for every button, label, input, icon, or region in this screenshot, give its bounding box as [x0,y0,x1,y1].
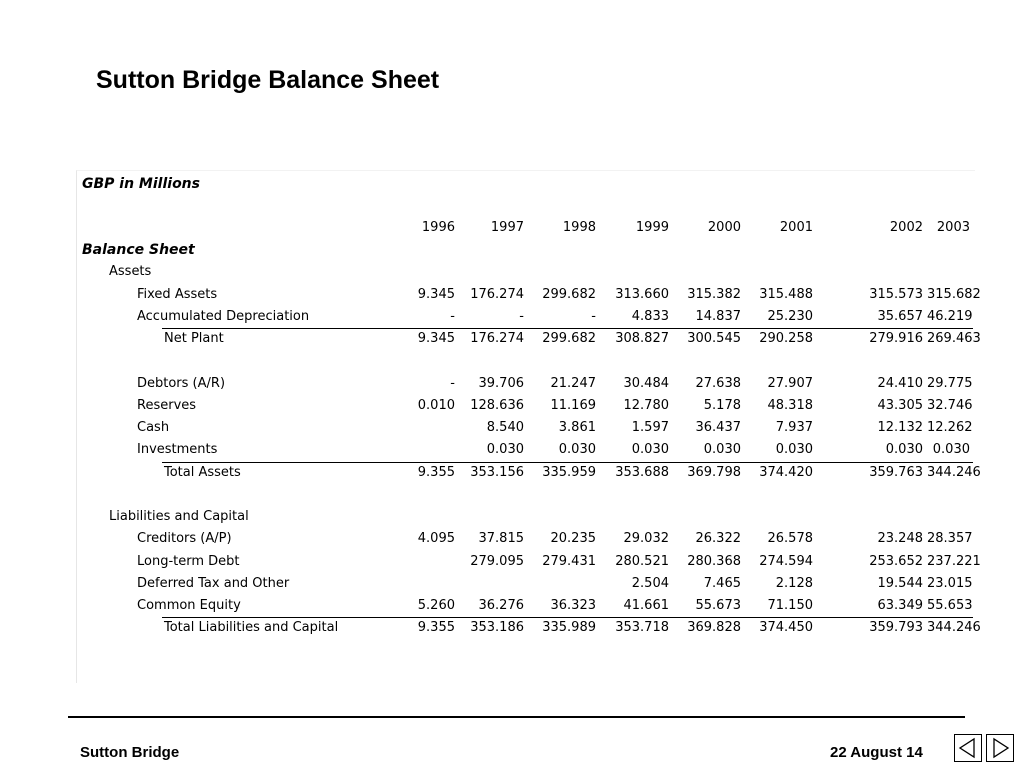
row-label: Reserves [137,397,197,413]
value-cell: 46.219 [927,308,973,324]
value-cell: 36.323 [550,598,596,613]
value-cell: 374.450 [759,620,813,636]
value-cell: 30.484 [623,375,669,391]
value-cell: 0.030 [703,442,741,458]
table-row [77,395,975,417]
value-cell: 27.638 [695,375,741,391]
value-cell: 43.305 [877,397,923,413]
row-label: Cash [137,420,170,435]
year-header: 1998 [562,220,596,235]
value-cell: 9.355 [417,464,455,480]
table-row [77,595,975,617]
value-cell: 353.156 [470,464,524,480]
value-cell: - [591,308,596,324]
value-cell: - [450,308,455,324]
table-row [77,306,975,328]
value-cell: 353.186 [470,620,524,636]
value-cell: 313.660 [615,286,669,302]
table-row [77,284,981,306]
value-cell: 41.661 [623,598,669,613]
value-cell: 26.578 [767,531,813,547]
value-cell: 359.793 [869,620,923,636]
value-cell: 9.345 [417,286,455,302]
value-cell: 315.488 [759,286,813,302]
value-cell: 36.276 [478,598,524,613]
value-cell: 12.262 [927,420,973,435]
row-label: Long-term Debt [137,553,240,569]
value-cell: 28.357 [927,531,973,547]
value-cell: 335.959 [542,464,596,480]
value-cell: 308.827 [615,331,669,346]
value-cell: 23.015 [927,575,973,591]
value-cell: - [450,375,455,391]
year-header: 1996 [421,220,455,235]
value-cell: 23.248 [877,531,923,547]
value-cell: 4.095 [417,531,455,547]
triangle-left-icon [955,735,981,761]
row-label: Fixed Assets [137,286,218,302]
table-row [77,551,981,573]
value-cell: 0.010 [417,397,455,413]
value-cell: 1.597 [631,420,669,435]
value-cell: 5.260 [417,598,455,613]
previous-slide-button[interactable] [954,734,982,762]
value-cell: 7.937 [775,420,813,435]
row-label: Deferred Tax and Other [137,575,290,591]
table-row [77,373,975,395]
value-cell: 25.230 [767,308,813,324]
value-cell: 29.775 [927,375,973,391]
value-cell: 253.652 [869,553,923,569]
table-row [77,439,975,461]
value-cell: 279.916 [869,331,923,346]
row-label: Balance Sheet [82,242,195,258]
value-cell: 24.410 [877,375,923,391]
row-label: Common Equity [137,598,241,613]
value-cell: 5.178 [703,397,741,413]
value-cell: 128.636 [470,397,524,413]
value-cell: 71.150 [767,598,813,613]
value-cell: 19.544 [877,575,923,591]
value-cell: 279.431 [542,553,596,569]
year-header: 1999 [635,220,669,235]
value-cell: 7.465 [703,575,741,591]
table-row [77,506,975,528]
units-label: GBP in Millions [82,176,200,192]
row-label: Debtors (A/R) [137,375,226,391]
value-cell: 353.688 [615,464,669,480]
value-cell: 36.437 [695,420,741,435]
value-cell: 14.837 [695,308,741,324]
value-cell: 27.907 [767,375,813,391]
value-cell: 299.682 [542,286,596,302]
value-cell: 274.594 [759,553,813,569]
spacer-row [77,350,975,372]
value-cell: 21.247 [550,375,596,391]
year-header: 2003 [936,220,970,235]
row-label: Assets [109,264,152,280]
value-cell: 369.828 [687,620,741,636]
value-cell: 39.706 [478,375,524,391]
value-cell: 63.349 [877,598,923,613]
year-header: 1997 [490,220,524,235]
year-header: 2002 [889,220,923,235]
value-cell: 4.833 [631,308,669,324]
value-cell: 369.798 [687,464,741,480]
value-cell: 29.032 [623,531,669,547]
total-row [77,617,981,639]
value-cell: 9.345 [417,331,455,346]
value-cell: 35.657 [877,308,923,324]
value-cell: 0.030 [558,442,596,458]
value-cell: 2.504 [631,575,669,591]
value-cell: 344.246 [927,620,981,636]
value-cell: 315.573 [869,286,923,302]
value-cell: 0.030 [932,442,970,458]
value-cell: 344.246 [927,464,981,480]
value-cell: 359.763 [869,464,923,480]
value-cell: 315.682 [927,286,981,302]
slide-title: Sutton Bridge Balance Sheet [96,66,440,94]
total-row [77,328,981,350]
row-label: Creditors (A/P) [137,531,232,547]
value-cell: 0.030 [775,442,813,458]
footer-date: 22 August 14 [830,744,923,761]
table-row [77,528,975,550]
value-cell: 9.355 [417,620,455,636]
table-row [77,573,975,595]
value-cell: 237.221 [927,553,981,569]
value-cell: 55.673 [695,598,741,613]
value-cell: 300.545 [687,331,741,346]
total-row [77,462,981,484]
next-slide-button[interactable] [986,734,1014,762]
value-cell: 20.235 [550,531,596,547]
value-cell: 48.318 [767,397,813,413]
year-header-row [77,217,975,239]
value-cell: 280.368 [687,553,741,569]
table-row [77,239,975,261]
value-cell: 0.030 [631,442,669,458]
value-cell: 0.030 [885,442,923,458]
value-cell: 176.274 [470,331,524,346]
triangle-right-icon [987,735,1013,761]
value-cell: - [519,308,524,324]
table-row [77,417,975,439]
value-cell: 315.382 [687,286,741,302]
value-cell: 299.682 [542,331,596,346]
value-cell: 290.258 [759,331,813,346]
value-cell: 335.989 [542,620,596,636]
value-cell: 11.169 [550,397,596,413]
row-label: Investments [137,442,218,458]
row-label: Accumulated Depreciation [137,308,310,324]
value-cell: 2.128 [775,575,813,591]
row-label: Total Assets [164,464,241,480]
value-cell: 279.095 [470,553,524,569]
value-cell: 0.030 [486,442,524,458]
table-row [77,261,975,283]
footer-title: Sutton Bridge [80,744,180,761]
value-cell: 26.322 [695,531,741,547]
value-cell: 280.521 [615,553,669,569]
value-cell: 12.132 [877,420,923,435]
footer-divider [68,716,965,718]
value-cell: 353.718 [615,620,669,636]
value-cell: 8.540 [486,420,524,435]
value-cell: 269.463 [927,331,981,346]
balance-sheet-table [76,170,981,683]
value-cell: 3.861 [558,420,596,435]
row-label: Total Liabilities and Capital [164,620,339,636]
spacer-row [77,484,975,506]
row-label: Liabilities and Capital [109,509,249,524]
value-cell: 37.815 [478,531,524,547]
value-cell: 374.420 [759,464,813,480]
value-cell: 32.746 [927,397,973,413]
value-cell: 176.274 [470,286,524,302]
year-header: 2001 [779,220,813,235]
value-cell: 55.653 [927,598,973,613]
value-cell: 12.780 [623,397,669,413]
year-header: 2000 [707,220,741,235]
row-label: Net Plant [164,331,224,346]
